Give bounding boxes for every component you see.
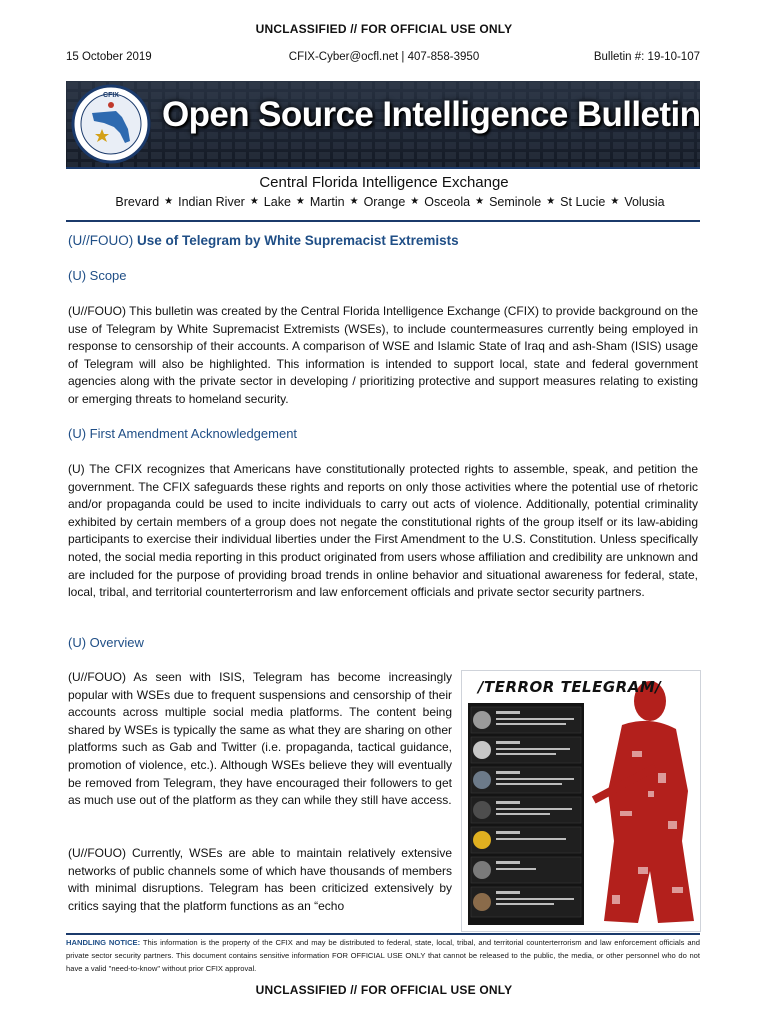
county-item: Volusia — [624, 195, 665, 209]
org-name: Central Florida Intelligence Exchange — [259, 174, 509, 191]
county-item: Seminole — [489, 195, 542, 209]
handling-notice-label: HANDLING NOTICE: — [66, 938, 141, 947]
first-amendment-paragraph: (U) The CFIX recognizes that Americans have constitutionally protected rights to assemble, speak, and petition the government. The CFIX safeguards these rights and reports on only those activities where the potential use of rhetoric and/or propaganda could be used to incite individuals to carry out acts of violence. Additionally, potential criminality exhibited by certain members of a group does not negate the constitutional rights of the group itself or its law-abiding participants to exercise their individual liberties under the First Amendment to the U.S. Constitution. Unless specifically noted, the social media reporting in this product originated from users whose affiliation and credibility are unknown and are included for the purpose of providing broad trends in online behavior and situational awareness for federal, state, local, tribal, and territorial counterterrorism and law enforcement officials and private sector security partners. — [68, 462, 698, 600]
county-item: St Lucie — [560, 195, 606, 209]
star-separator-icon: ★ — [164, 196, 174, 207]
classification-top: UNCLASSIFIED // FOR OFFICIAL USE ONLY — [255, 22, 513, 36]
header-banner — [66, 81, 700, 167]
star-separator-icon: ★ — [475, 196, 485, 207]
title-text: Use of Telegram by White Supremacist Extremists — [137, 233, 459, 248]
county-item: Martin — [309, 195, 345, 209]
overview-heading: (U) Overview — [68, 635, 144, 650]
bulletin-number: Bulletin #: 19-10-107 — [593, 51, 700, 63]
county-item: Indian River — [178, 195, 245, 209]
overview-paragraph-2: (U//FOUO) Currently, WSEs are able to maintain relatively extensive networks of public channels some of which have thousands of members with minimal disruptions. Telegram has been criticized extensively by critics saying that the platform functions as an “echo — [68, 846, 452, 913]
county-item: Brevard — [115, 195, 160, 209]
star-separator-icon: ★ — [546, 196, 556, 207]
star-separator-icon: ★ — [349, 196, 359, 207]
banner-rule — [66, 167, 700, 169]
star-separator-icon: ★ — [410, 196, 420, 207]
document-title — [68, 233, 698, 248]
banner-title: Open Source Intelligence Bulletin — [162, 95, 700, 134]
star-separator-icon: ★ — [295, 196, 305, 207]
bulletin-date: 15 October 2019 — [66, 51, 152, 63]
star-separator-icon: ★ — [610, 196, 620, 207]
first-amendment-heading: (U) First Amendment Acknowledgement — [68, 426, 298, 441]
seal-text: CFIX — [103, 92, 119, 99]
contact-info: CFIX-Cyber@ocfl.net | 407-858-3950 — [288, 51, 480, 63]
overview-paragraph-1: (U//FOUO) As seen with ISIS, Telegram has become increasingly popular with WSEs due to frequent suspensions and censorship of their accounts across multiple social media platforms. The content being shared by WSEs is typically the same as what they are sharing on other platforms such as Gab and Twitter (i.e. propaganda, tactical guidance, promotion of violence, etc.). Although WSEs believe they will eventually be removed from Telegram, they have encouraged their followers to get as much use out of the platform as they can while they still have access. — [68, 670, 452, 808]
county-item: Lake — [263, 195, 291, 209]
figure-title: /TERROR TELEGRAM/ — [478, 678, 662, 696]
county-item: Osceola — [424, 195, 471, 209]
scope-paragraph: (U//FOUO) This bulletin was created by the Central Florida Intelligence Exchange (CFIX) to provide background on the use of Telegram by White Supremacist Extremists (WSEs), to include countermeasures currently being employed in response to censorship of their accounts. A comparison of WSE and Islamic State of Iraq and ash-Sham (ISIS) usage of Telegram will also be highlighted. This information is intended to support local, state and federal government agencies along with the private sector in developing / prioritizing protective and support measures relating to existing or emerging threats to homeland security. — [68, 304, 698, 406]
org-rule — [66, 220, 700, 222]
county-list — [60, 195, 720, 209]
county-item: Orange — [363, 195, 406, 209]
scope-heading: (U) Scope — [68, 268, 127, 283]
florida-seal-icon — [70, 83, 152, 165]
terror-telegram-image — [461, 670, 701, 932]
classification-bottom: UNCLASSIFIED // FOR OFFICIAL USE ONLY — [255, 983, 513, 997]
title-classification: (U//FOUO) — [68, 233, 134, 248]
handling-notice — [66, 933, 700, 975]
star-separator-icon: ★ — [249, 196, 259, 207]
handling-notice-text: This information is the property of the CFIX and may be distributed to federal, state, local, tribal, and territorial counterterrorism and law enforcement officials and private sector security partners. This document contains sensitive information FOR OFFICIAL USE ONLY that cannot be released to the public, the media, or other personnel who do not have a valid "need-to-know" without prior CFIX approval. — [66, 938, 700, 973]
